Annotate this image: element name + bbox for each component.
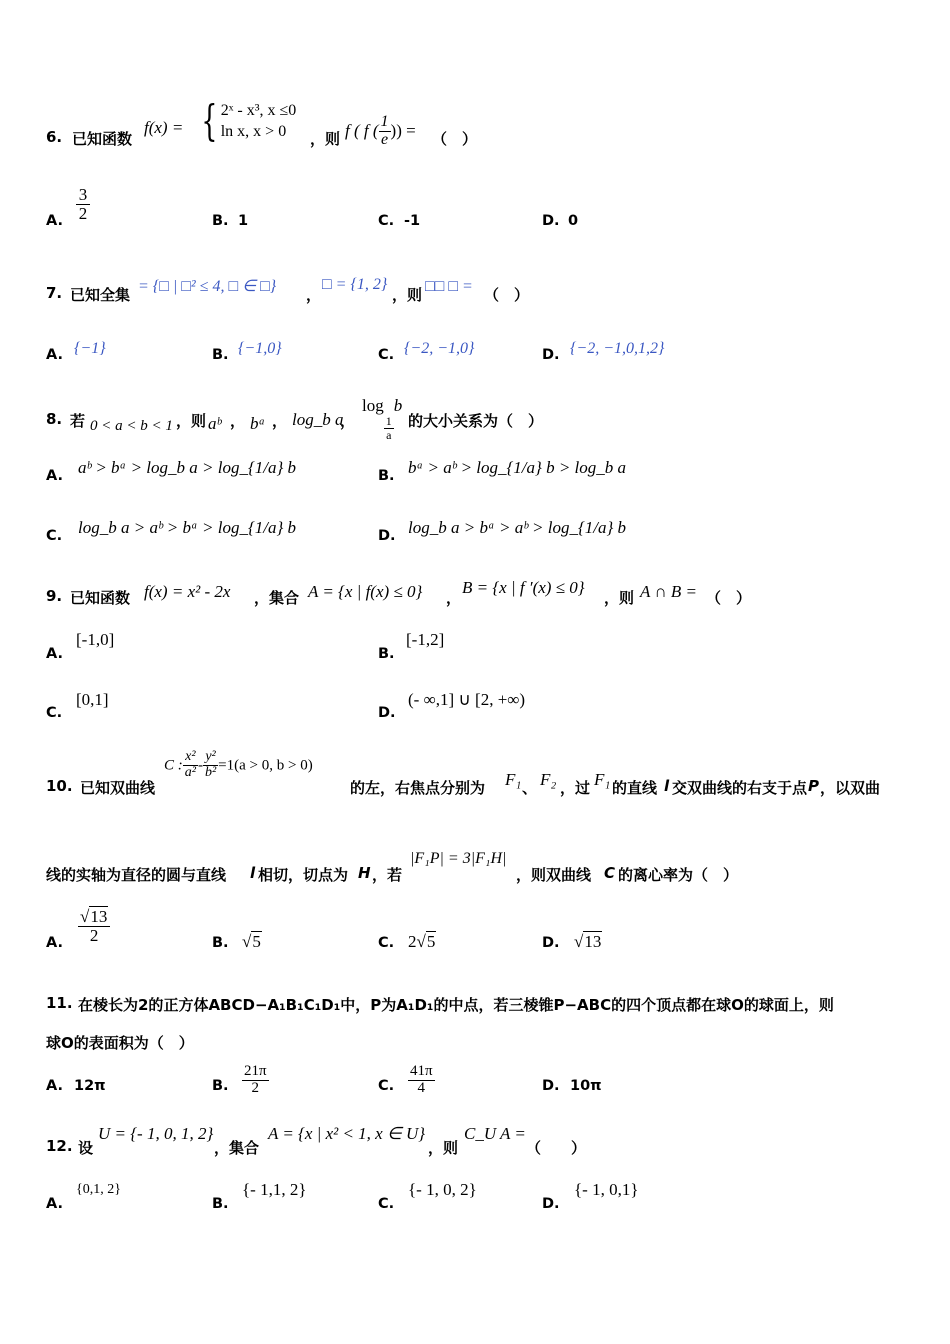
q10-curve-c: C : bbox=[164, 757, 183, 774]
q10-p: P bbox=[808, 777, 819, 795]
q8-term4-base-num: 1 bbox=[385, 414, 392, 428]
q11-option-c-label: C. bbox=[378, 1078, 395, 1094]
q11-option-b-num: 21π bbox=[244, 1063, 267, 1079]
q9-sep: ， bbox=[446, 589, 462, 607]
q10-x2: x² bbox=[185, 749, 196, 764]
q6-option-c-label: C. bbox=[378, 213, 395, 229]
q10-l: l bbox=[664, 777, 670, 795]
q12-paren: （ ） bbox=[526, 1139, 587, 1157]
q10-option-d-label: D. bbox=[542, 935, 560, 951]
q8-term-4 bbox=[362, 396, 402, 441]
q8-comma-1: ， bbox=[230, 412, 246, 430]
q10-option-c-coef: 2 bbox=[408, 932, 417, 951]
q11-line1: 在棱长为2的正方体ABCD−A₁B₁C₁D₁中，P为A₁D₁的中点，若三棱锥P−ABC的四个顶点都在球O的球面上，则 bbox=[78, 996, 834, 1014]
q7-option-a: {−1} bbox=[74, 340, 106, 357]
q8-term-3: log_b a bbox=[292, 410, 344, 429]
q10-line1-c: 的直线 bbox=[612, 779, 658, 797]
q8-option-d-label: D. bbox=[378, 528, 396, 544]
q10-line2-d: ，则双曲线 bbox=[516, 866, 592, 884]
q6-option-d: 0 bbox=[568, 213, 579, 229]
q8-option-b: bᵃ > aᵇ > log_{1/a} b > log_b a bbox=[408, 458, 627, 477]
q11-option-a: 12π bbox=[74, 1078, 106, 1094]
q10-h: H bbox=[358, 864, 371, 882]
q6-case1: 2ˣ - x³, x ≤0 bbox=[220, 101, 297, 119]
q6-option-b-label: B. bbox=[212, 213, 229, 229]
q8-number: 8. bbox=[46, 410, 63, 428]
q11-option-d-label: D. bbox=[542, 1078, 560, 1094]
q8-option-a-label: A. bbox=[46, 468, 63, 484]
q10-dun: 、 bbox=[522, 779, 538, 797]
q11-option-b-den: 2 bbox=[251, 1079, 260, 1096]
q10-option-b-rad: 5 bbox=[252, 932, 261, 951]
q8-then: ，则 bbox=[176, 412, 207, 430]
q10-option-d-rad: 13 bbox=[584, 932, 602, 951]
q9-paren: （ ） bbox=[706, 589, 752, 607]
q10-f1: F₁ bbox=[505, 770, 522, 789]
q7-complement: □□ □ = bbox=[425, 278, 473, 295]
sqrt-icon: √ bbox=[242, 932, 252, 951]
q10-option-b bbox=[242, 932, 262, 952]
q7-option-a-label: A. bbox=[46, 347, 63, 363]
q12-option-c-label: C. bbox=[378, 1196, 395, 1212]
q8-term-1: aᵇ bbox=[208, 414, 222, 433]
q9-option-b-label: B. bbox=[378, 646, 395, 662]
q7-sep: ， bbox=[306, 286, 322, 304]
sqrt-icon: √ bbox=[80, 907, 90, 926]
q8-term-2: bᵃ bbox=[250, 414, 266, 433]
q9-option-a-label: A. bbox=[46, 646, 63, 662]
q12-mid: ，集合 bbox=[214, 1139, 260, 1157]
q10-option-a-rad: 13 bbox=[90, 907, 108, 926]
q6-piecewise bbox=[196, 96, 297, 145]
q10-option-c bbox=[408, 932, 436, 952]
q6-expr-pre: f ( f ( bbox=[345, 120, 379, 140]
q12-option-b: {- 1,1, 2} bbox=[242, 1180, 307, 1199]
q8-comma-3: ， bbox=[340, 412, 356, 430]
q10-line1-e: ，以双曲 bbox=[820, 779, 881, 797]
q10-b2: b² bbox=[204, 764, 217, 780]
q10-minus: - bbox=[197, 757, 203, 774]
q12-option-b-label: B. bbox=[212, 1196, 229, 1212]
q6-option-a-num: 3 bbox=[78, 185, 88, 204]
q10-l-2: l bbox=[250, 864, 256, 882]
q10-line2-e: 的离心率为（ ） bbox=[618, 866, 739, 884]
q10-y2: y² bbox=[205, 749, 216, 764]
q9-option-d: (- ∞,1] ∪ [2, +∞) bbox=[408, 690, 526, 709]
q10-line2-b: 相切，切点为 bbox=[258, 866, 349, 884]
q11-option-b-label: B. bbox=[212, 1078, 229, 1094]
q10-curve-rhs: =1(a > 0, b > 0) bbox=[218, 757, 313, 774]
q6-func-lhs: f(x) = bbox=[144, 118, 184, 137]
left-brace-icon: { bbox=[201, 96, 218, 145]
q12-option-a: {0,1, 2} bbox=[76, 1182, 121, 1197]
q12-option-c: {- 1, 0, 2} bbox=[408, 1180, 477, 1199]
q9-option-d-label: D. bbox=[378, 705, 396, 721]
q7-set-a: □ = {1, 2} bbox=[322, 276, 388, 293]
q9-then: ，则 bbox=[604, 589, 635, 607]
q9-stem: 已知函数 bbox=[70, 589, 131, 607]
q10-option-a-label: A. bbox=[46, 935, 63, 951]
q7-set-u: = {□ | □² ≤ 4, □ ∈ □} bbox=[138, 278, 277, 295]
q9-set-a: A = {x | f(x) ≤ 0} bbox=[308, 582, 423, 601]
q10-option-d bbox=[574, 932, 602, 952]
q9-option-b: [-1,2] bbox=[406, 630, 445, 649]
q7-number: 7. bbox=[46, 284, 63, 302]
q9-function: f(x) = x² - 2x bbox=[144, 582, 231, 601]
q7-option-c: {−2, −1,0} bbox=[404, 340, 475, 357]
q8-option-c: log_b a > aᵇ > bᵃ > log_{1/a} b bbox=[78, 518, 297, 537]
q7-option-d: {−2, −1,0,1,2} bbox=[570, 340, 665, 357]
q9-number: 9. bbox=[46, 587, 63, 605]
q9-intersection: A ∩ B = bbox=[640, 582, 697, 601]
q7-option-b-label: B. bbox=[212, 347, 229, 363]
q10-f1-again: F₁ bbox=[594, 770, 611, 789]
q8-tail: 的大小关系为（ ） bbox=[408, 412, 544, 430]
q11-option-b bbox=[242, 1064, 269, 1097]
q6-option-a-label: A. bbox=[46, 213, 63, 229]
q6-frac-num: 1 bbox=[380, 113, 389, 130]
q6-option-b: 1 bbox=[238, 213, 249, 229]
q8-comma-2: ， bbox=[272, 412, 288, 430]
q8-term4-arg: b bbox=[393, 396, 403, 415]
q11-option-a-label: A. bbox=[46, 1078, 63, 1094]
q10-c: C bbox=[604, 864, 616, 882]
q7-stem: 已知全集 bbox=[70, 286, 131, 304]
q9-option-c: [0,1] bbox=[76, 690, 109, 709]
q10-option-a-den: 2 bbox=[89, 925, 99, 945]
sqrt-icon: √ bbox=[574, 932, 584, 951]
q6-option-d-label: D. bbox=[542, 213, 560, 229]
q8-stem: 若 bbox=[70, 412, 86, 430]
q11-option-c-num: 41π bbox=[410, 1063, 433, 1079]
q6-stem: 已知函数 bbox=[72, 130, 133, 148]
q11-option-d: 10π bbox=[570, 1078, 602, 1094]
q9-option-c-label: C. bbox=[46, 705, 63, 721]
q7-paren: （ ） bbox=[484, 286, 530, 304]
q9-option-a: [-1,0] bbox=[76, 630, 115, 649]
q8-option-b-label: B. bbox=[378, 468, 395, 484]
q10-line2-c: ，若 bbox=[372, 866, 403, 884]
q7-option-b: {−1,0} bbox=[238, 340, 282, 357]
q6-number: 6. bbox=[46, 128, 63, 146]
q10-line1-b: ，过 bbox=[560, 779, 591, 797]
q8-option-d: log_b a > bᵃ > aᵇ > log_{1/a} b bbox=[408, 518, 627, 537]
q8-condition: 0 < a < b < 1 bbox=[90, 418, 173, 434]
q10-option-a bbox=[78, 908, 110, 945]
q10-option-c-rad: 5 bbox=[426, 932, 436, 951]
q10-option-b-label: B. bbox=[212, 935, 229, 951]
q8-option-c-label: C. bbox=[46, 528, 63, 544]
q12-set-u: U = {- 1, 0, 1, 2} bbox=[98, 1124, 214, 1143]
q9-mid: ，集合 bbox=[254, 589, 300, 607]
sqrt-icon: √ bbox=[416, 932, 426, 951]
q6-option-a bbox=[76, 186, 90, 223]
q6-option-c: -1 bbox=[404, 213, 421, 229]
q12-option-d: {- 1, 0,1} bbox=[574, 1180, 639, 1199]
q10-condition: |F₁P| = 3|F₁H| bbox=[410, 850, 507, 867]
q6-option-a-den: 2 bbox=[78, 203, 88, 223]
q6-case2: ln x, x > 0 bbox=[220, 122, 287, 140]
q7-option-d-label: D. bbox=[542, 347, 560, 363]
q7-then: ，则 bbox=[392, 286, 423, 304]
q10-a2: a² bbox=[184, 764, 196, 780]
q10-line1-a: 的左，右焦点分别为 bbox=[350, 779, 486, 797]
q8-option-a: aᵇ > bᵃ > log_b a > log_{1/a} b bbox=[78, 458, 297, 477]
q9-set-b: B = {x | f ′(x) ≤ 0} bbox=[462, 578, 585, 597]
q6-expression bbox=[345, 114, 416, 149]
q6-then: ，则 bbox=[310, 130, 341, 148]
q12-stem: 设 bbox=[78, 1139, 94, 1157]
q12-then: ，则 bbox=[428, 1139, 459, 1157]
q10-line1-d: 交双曲线的右支于点 bbox=[672, 779, 808, 797]
q12-option-a-label: A. bbox=[46, 1196, 63, 1212]
q10-hyperbola bbox=[164, 750, 313, 780]
q6-paren: （ ） bbox=[432, 130, 478, 148]
q10-line2-a: 线的实轴为直径的圆与直线 bbox=[46, 866, 227, 884]
q11-option-c-den: 4 bbox=[417, 1079, 426, 1096]
q6-frac-den: e bbox=[380, 130, 389, 148]
q11-line2: 球O的表面积为（ ） bbox=[46, 1034, 194, 1052]
q7-option-c-label: C. bbox=[378, 347, 395, 363]
q11-number: 11. bbox=[46, 994, 73, 1012]
q12-number: 12. bbox=[46, 1137, 73, 1155]
q10-option-c-label: C. bbox=[378, 935, 395, 951]
q10-number: 10. bbox=[46, 777, 73, 795]
q10-f2: F₂ bbox=[540, 770, 557, 789]
q12-option-d-label: D. bbox=[542, 1196, 560, 1212]
q8-term4-base-den: a bbox=[386, 427, 392, 442]
q8-term4-log: log bbox=[362, 396, 384, 415]
q10-stem: 已知双曲线 bbox=[80, 779, 156, 797]
q12-set-a: A = {x | x² < 1, x ∈ U} bbox=[268, 1124, 426, 1143]
q6-expr-post: )) = bbox=[390, 120, 416, 140]
q12-complement: C_U A = bbox=[464, 1124, 526, 1143]
q11-option-c bbox=[408, 1064, 435, 1097]
